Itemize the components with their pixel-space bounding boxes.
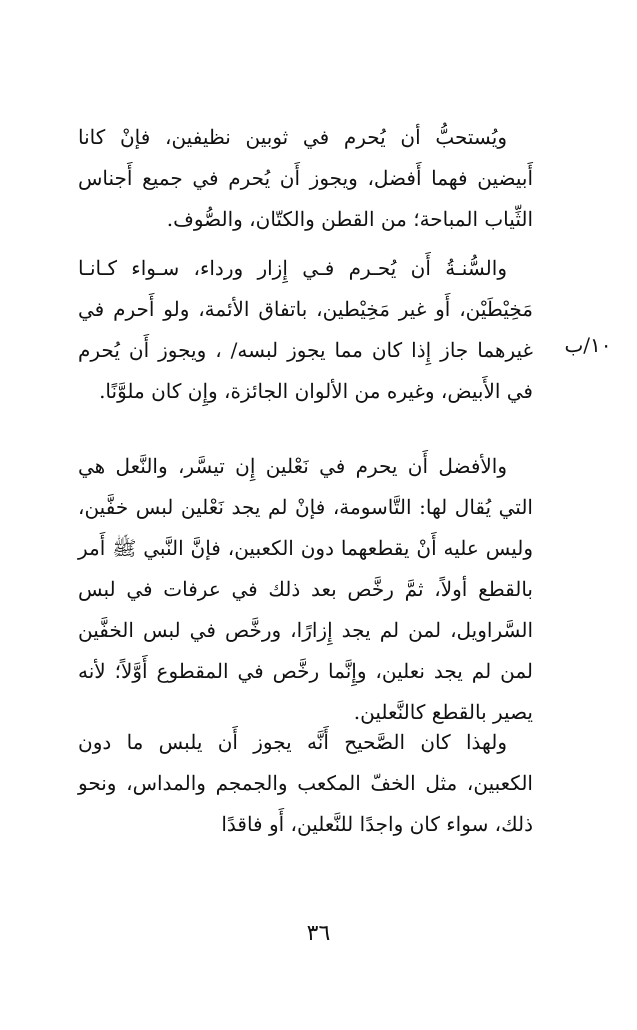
paragraph-3 <box>78 446 533 733</box>
page-number: ٣٦ <box>306 921 331 946</box>
paragraph-4 <box>78 722 533 845</box>
paragraph-2-text: والسُّنـةُ أَن يُحـرم فـي إِزار ورداء، سـواء كـانـا مَخِيْطَيْن، أَو غير مَخِيْطين، باتفاق الأئمة، ولو أَحرم في غيرهما جاز إِذا كان مما يجوز لبسه/ ، ويجوز أَن يُحرم في الأَبيض، وغيره من الألوان الجائزة، وإِن كان ملوَّنًا. <box>78 256 533 403</box>
paragraph-3-text: والأفضل أَن يحرم في نَعْلين إِن تيسَّر، والنَّعل هي التي يُقال لها: التَّاسومة، فإنْ لم يجد نَعْلين لبس خفَّين، وليس عليه أَنْ يقطعهما دون الكعبين، فإنَّ النَّبي ﷺ أَمر بالقطع أولاً، ثمَّ رخَّص بعد ذلك في عرفات في لبس السَّراويل، لمن لم يجد إِزارًا، ورخَّص في لبس الخفَّين لمن لم يجد نعلين، وإِنَّما رخَّص في المقطوع أَوَّلاً؛ لأنه يصير بالقطع كالنَّعلين. <box>78 454 533 724</box>
margin-folio-note: ١٠/ب <box>564 333 612 357</box>
paragraph-2 <box>78 248 533 412</box>
paragraph-1 <box>78 117 533 240</box>
paragraph-1-text: ويُستحبُّ أن يُحرم في ثوبين نظيفين، فإنْ كانا أَبيضين فهما أَفضل، ويجوز أَن يُحرم في جميع أَجناس الثِّياب المباحة؛ من القطن والكتّان، والصُّوف. <box>78 125 533 231</box>
paragraph-4-text: ولهذا كان الصَّحيح أَنَّه يجوز أَن يلبس ما دون الكعبين، مثل الخفّ المكعب والجمجم والمداس، ونحو ذلك، سواء كان واجدًا للنَّعلين، أَو فاقدًا <box>78 730 533 836</box>
